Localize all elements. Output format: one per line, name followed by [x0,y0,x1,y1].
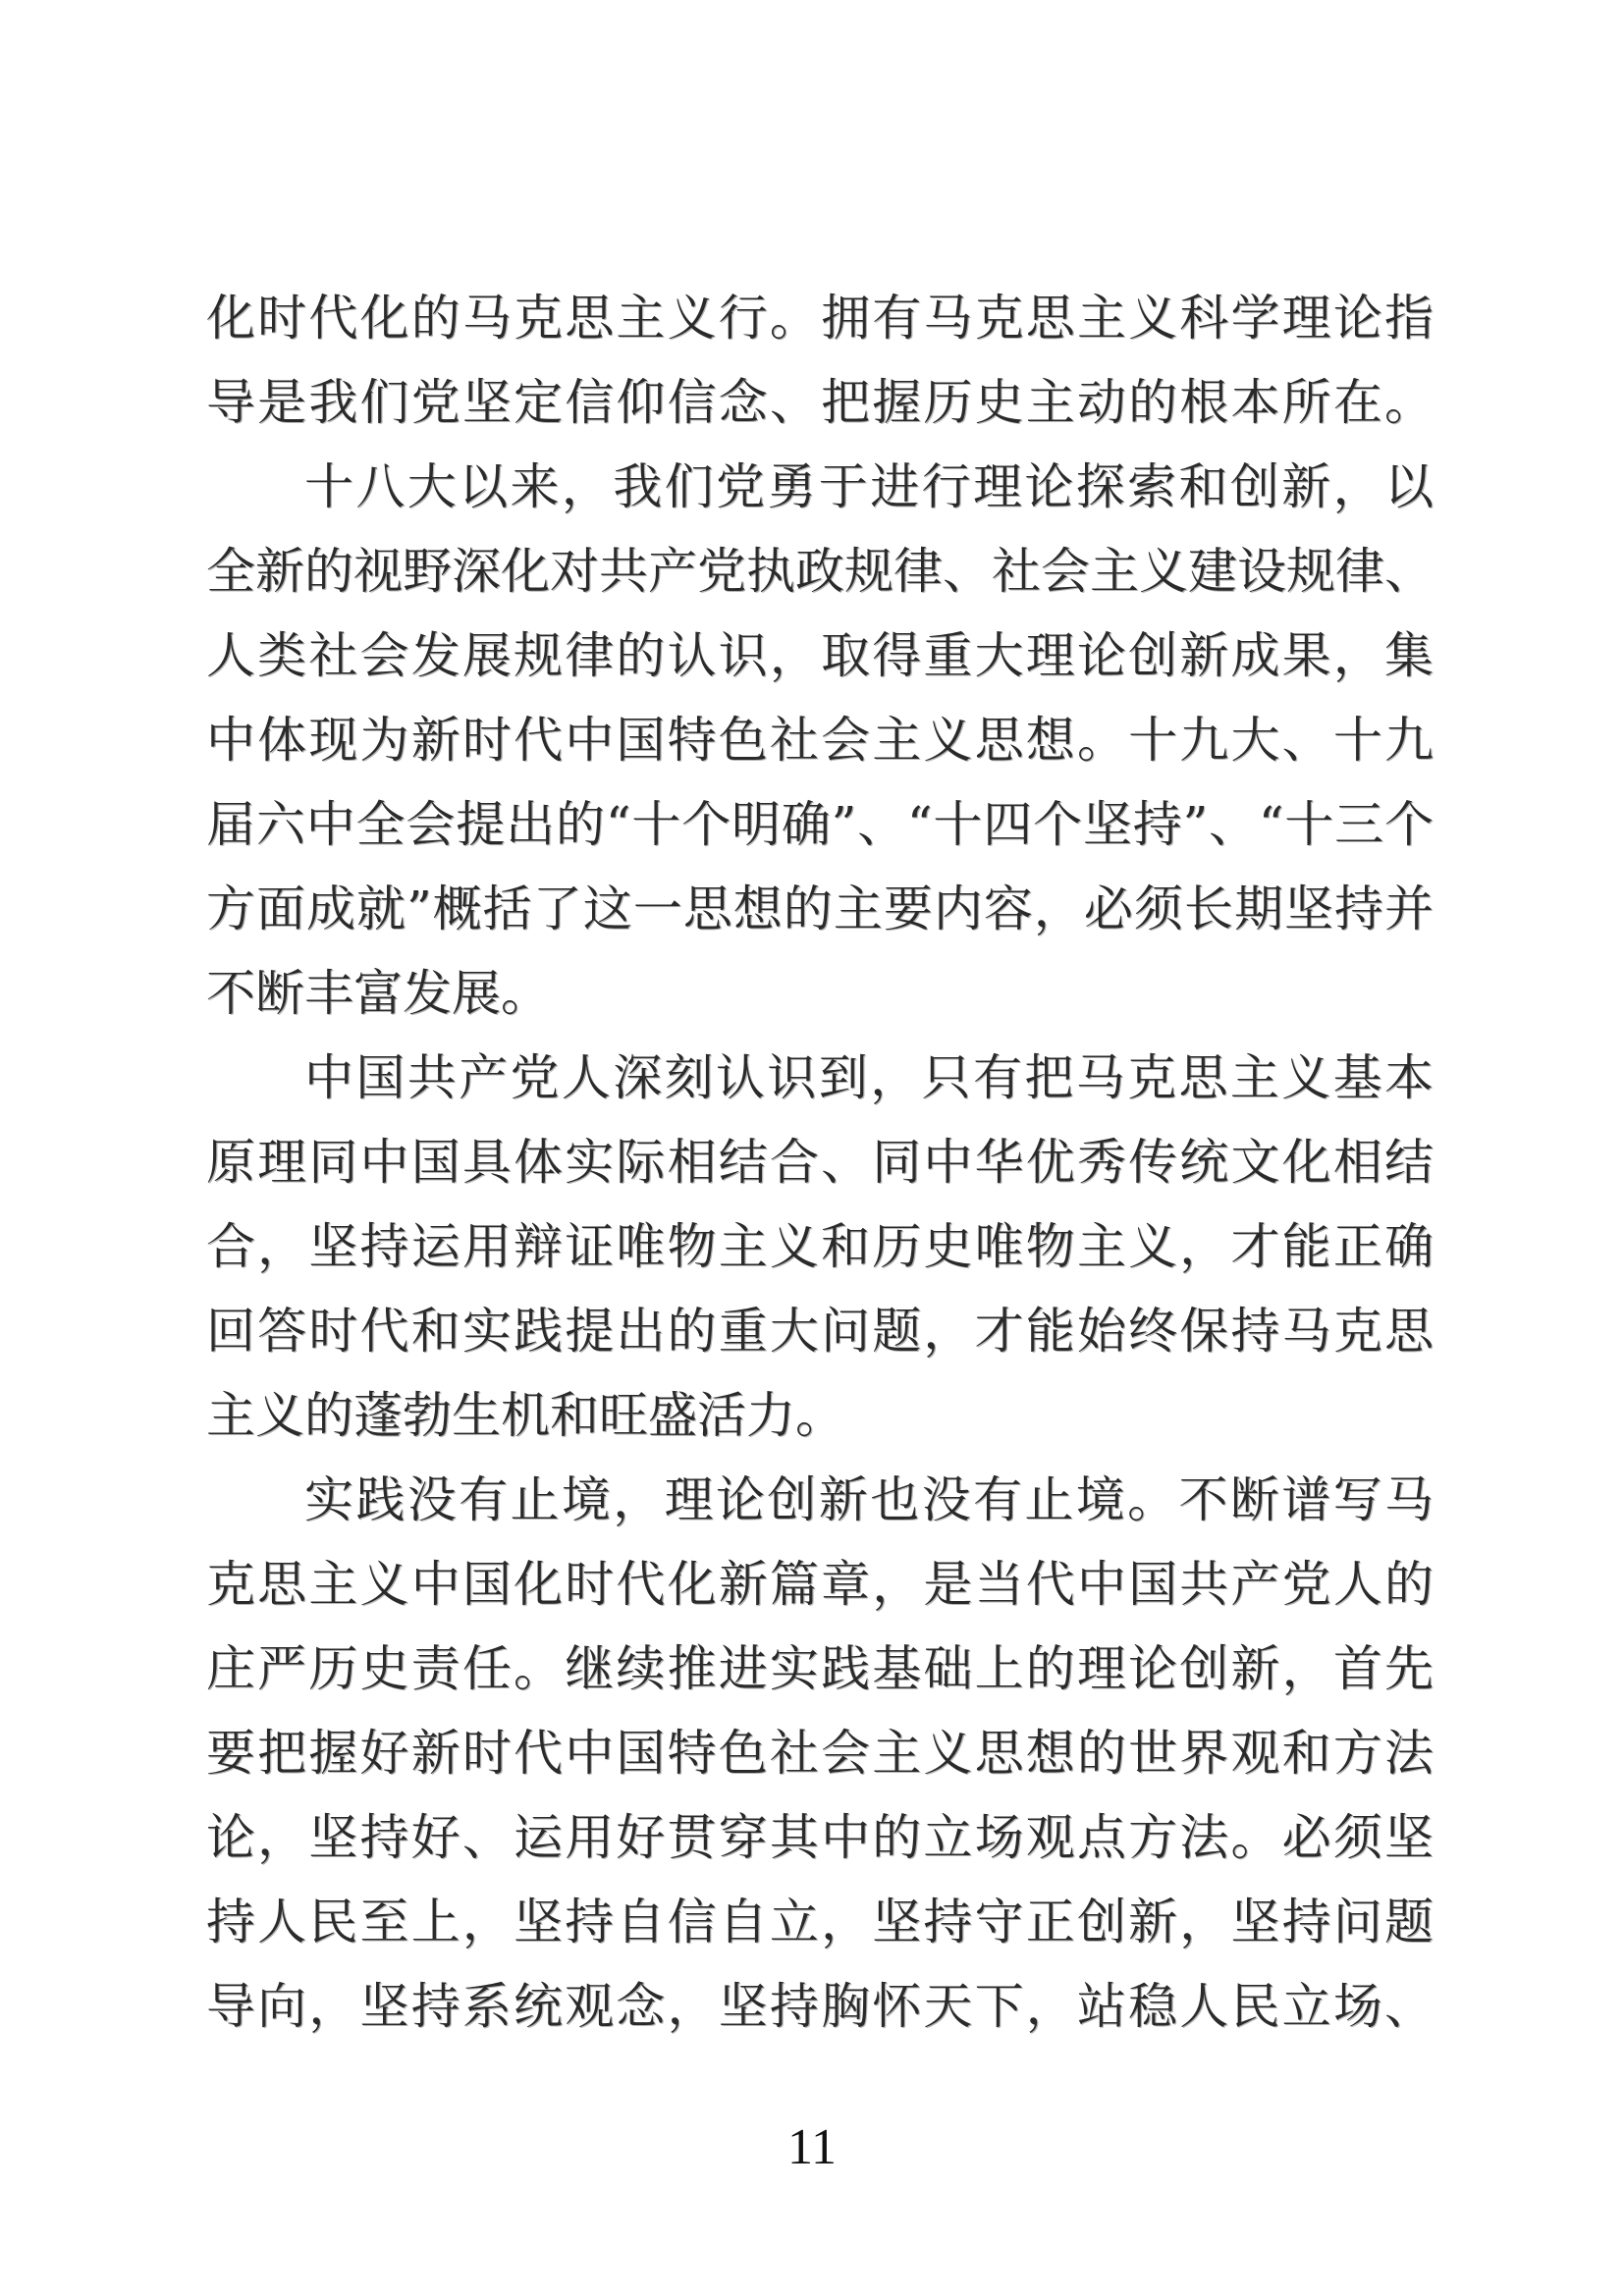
paragraph [206,1036,1434,1458]
body-text [206,276,1434,2049]
text-line: 克思主义中国化时代化新篇章，是当代中国共产党人的 [206,1556,1434,1613]
text-line: 十八大以来，我们党勇于进行理论探索和创新，以 [304,458,1434,515]
text-line: 中国共产党人深刻认识到，只有把马克思主义基本 [304,1049,1434,1106]
text-line: 庄严历史责任。继续推进实践基础上的理论创新，首先 [206,1640,1434,1697]
text-line: 全新的视野深化对共产党执政规律、社会主义建设规律、 [206,543,1434,600]
text-line: 主义的蓬勃生机和旺盛活力。 [206,1387,844,1444]
text-line: 要把握好新时代中国特色社会主义思想的世界观和方法 [206,1725,1434,1782]
text-line: 方面成就”概括了这一思想的主要内容，必须长期坚持并 [206,881,1434,937]
text-line: 人类社会发展规律的认识，取得重大理论创新成果，集 [206,627,1434,684]
text-line: 导向，坚持系统观念，坚持胸怀天下，站稳人民立场、 [206,1978,1434,2035]
paragraph [206,276,1434,445]
text-line: 回答时代和实践提出的重大问题，才能始终保持马克思 [206,1303,1434,1360]
text-line: 不断丰富发展。 [206,965,550,1022]
paragraph [206,1458,1434,2049]
text-line: 导是我们党坚定信仰信念、把握历史主动的根本所在。 [206,374,1434,431]
text-line: 持人民至上，坚持自信自立，坚持守正创新，坚持问题 [206,1894,1434,1950]
text-line: 原理同中国具体实际相结合、同中华优秀传统文化相结 [206,1134,1434,1191]
text-line: 合，坚持运用辩证唯物主义和历史唯物主义，才能正确 [206,1218,1434,1275]
text-line: 论，坚持好、运用好贯穿其中的立场观点方法。必须坚 [206,1809,1434,1866]
page-number: 11 [786,2119,838,2175]
text-line: 届六中全会提出的“十个明确”、“十四个坚持”、“十三个 [206,796,1434,853]
text-line: 中体现为新时代中国特色社会主义思想。十九大、十九 [206,712,1434,769]
text-line: 化时代化的马克思主义行。拥有马克思主义科学理论指 [206,290,1434,347]
text-line: 实践没有止境，理论创新也没有止境。不断谱写马 [304,1471,1434,1528]
paragraph [206,445,1434,1036]
